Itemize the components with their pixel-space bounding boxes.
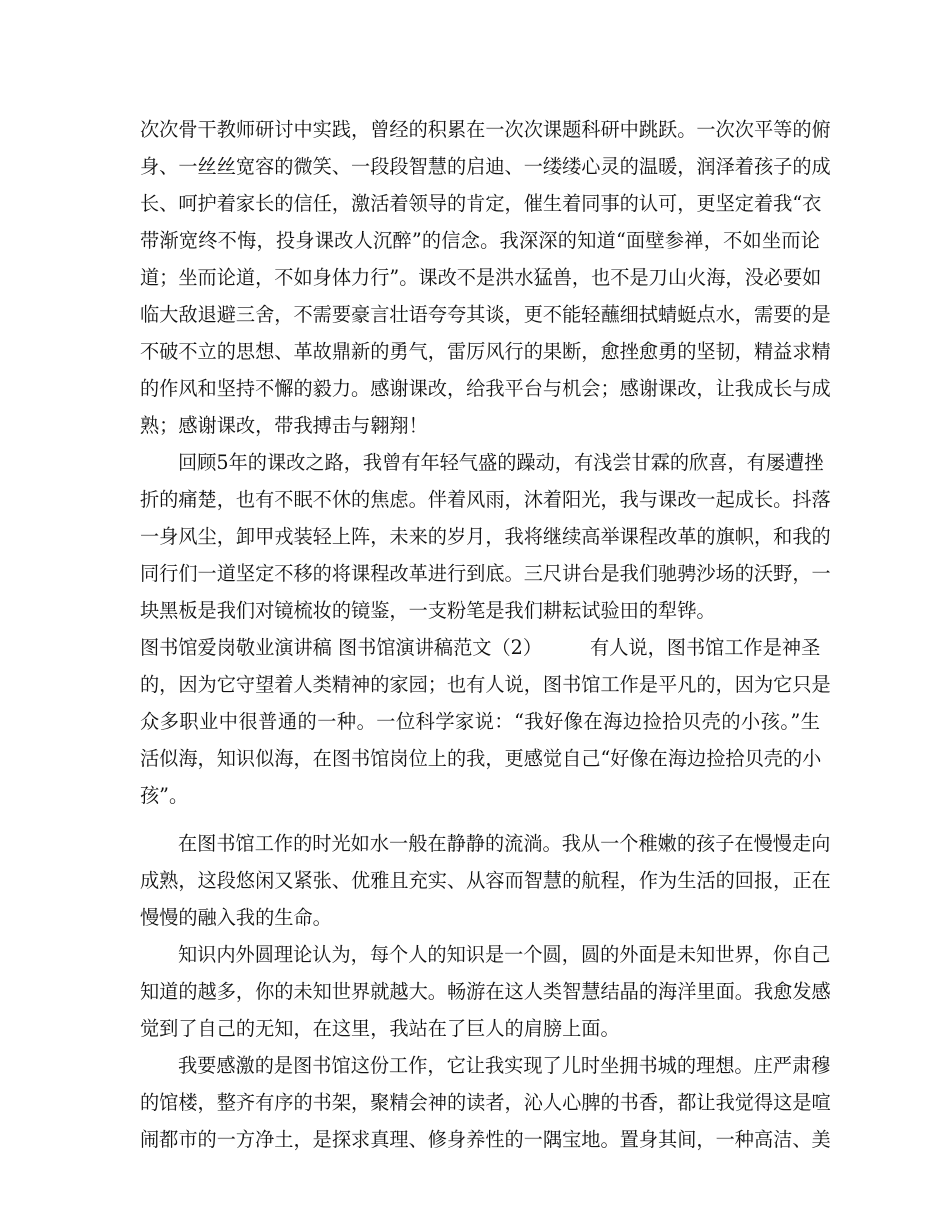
- text-line: 成熟，这段悠闲又紧张、优雅且充实、从容而智慧的航程，作为生活的回报，正在: [140, 869, 831, 892]
- text-line: 熟；感谢课改，带我搏击与翱翔！: [140, 414, 428, 437]
- text-line: 觉到了自己的无知，在这里，我站在了巨人的肩膀上面。: [140, 1017, 620, 1040]
- text-line: 不破不立的思想、革故鼎新的勇气，雷厉风行的果断，愈挫愈勇的坚韧，精益求精: [140, 340, 831, 363]
- text-line: 折的痛楚，也有不眠不休的焦虑。伴着风雨，沐着阳光，我与课改一起成长。抖落: [140, 488, 831, 511]
- text-line: 临大敌退避三舍，不需要豪言壮语夸夸其谈，更不能轻蘸细拭蜻蜓点水，需要的是: [140, 303, 831, 326]
- paragraph-first-line: 在图书馆工作的时光如水一般在静静的流淌。我从一个稚嫩的孩子在慢慢走向: [178, 832, 831, 855]
- text-line: 的馆楼，整齐有序的书架，聚精会神的读者，沁人心脾的书香，都让我觉得这是喧: [140, 1091, 831, 1114]
- text-line: 闹都市的一方净土，是探求真理、修身养性的一隅宝地。置身其间，一种高洁、美: [140, 1128, 831, 1151]
- text-line: 长、呵护着家长的信任，激活着领导的肯定，催生着同事的认可，更坚定着我“衣: [140, 192, 822, 215]
- text-line: 活似海，知识似海，在图书馆岗位上的我，更感觉自己“好像在海边捡拾贝壳的小: [140, 747, 822, 770]
- text-line: 身、一丝丝宽容的微笑、一段段智慧的启迪、一缕缕心灵的温暖，润泽着孩子的成: [140, 155, 831, 178]
- section-title-line: 图书馆爱岗敬业演讲稿 图书馆演讲稿范文（2） 有人说，图书馆工作是神圣: [140, 636, 821, 659]
- paragraph-first-line: 我要感激的是图书馆这份工作，它让我实现了儿时坐拥书城的理想。庄严肃穆: [178, 1054, 831, 1077]
- paragraph-first-line: 回顾5年的课改之路，我曾有年轻气盛的躁动，有浅尝甘霖的欣喜，有屡遭挫: [178, 451, 824, 474]
- text-line: 块黑板是我们对镜梳妆的镜鉴，一支粉笔是我们耕耘试验田的犁铧。: [140, 599, 716, 622]
- text-line: 孩”。: [140, 784, 189, 807]
- text-line: 众多职业中很普通的一种。一位科学家说：“我好像在海边捡拾贝壳的小孩。”生: [140, 710, 820, 733]
- text-line: 带渐宽终不悔，投身课改人沉醉”的信念。我深深的知道“面壁参禅，不如坐而论: [140, 229, 820, 252]
- text-line: 道；坐而论道，不如身体力行”。课改不是洪水猛兽，也不是刀山火海，没必要如: [140, 266, 822, 289]
- text-line: 慢慢的融入我的生命。: [140, 906, 332, 929]
- text-line: 知道的越多，你的未知世界就越大。畅游在这人类智慧结晶的海洋里面。我愈发感: [140, 980, 831, 1003]
- text-line: 次次骨干教师研讨中实践，曾经的积累在一次次课题科研中跳跃。一次次平等的俯: [140, 118, 831, 141]
- text-line: 一身风尘，卸甲戎装轻上阵，未来的岁月，我将继续高举课程改革的旗帜，和我的: [140, 525, 831, 548]
- paragraph-first-line: 知识内外圆理论认为，每个人的知识是一个圆，圆的外面是未知世界，你自己: [178, 943, 831, 966]
- text-line: 的作风和坚持不懈的毅力。感谢课改，给我平台与机会；感谢课改，让我成长与成: [140, 377, 831, 400]
- text-line: 的，因为它守望着人类精神的家园；也有人说，图书馆工作是平凡的，因为它只是: [140, 673, 831, 696]
- text-line: 同行们一道坚定不移的将课程改革进行到底。三尺讲台是我们驰骋沙场的沃野，一: [140, 562, 831, 585]
